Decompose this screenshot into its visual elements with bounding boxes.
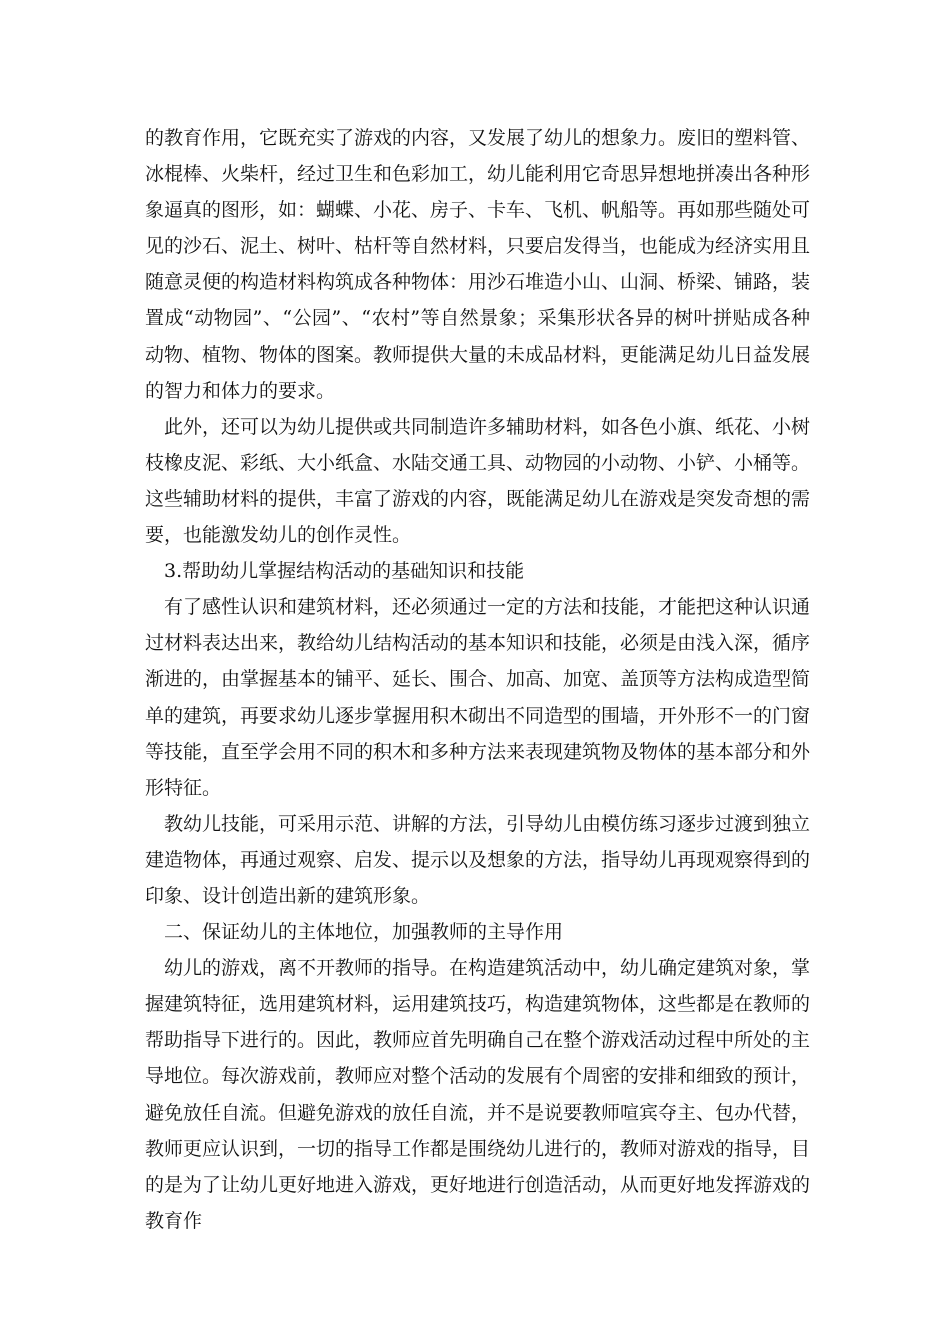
paragraph-materials-continued: 的教育作用，它既充实了游戏的内容，又发展了幼儿的想象力。废旧的塑料管、冰棍棒、火柴杆，经过卫生和色彩加工，幼儿能利用它奇思异想地拼凑出各种形象逼真的图形，如：蝴蝶、小花、房子、卡车、飞机、帆船等。再如那些随处可见的沙石、泥土、树叶、枯杆等自然材料，只要启发得当，也能成为经济实用且随意灵便的构造材料构筑成各种物体：用沙石堆造小山、山洞、桥梁、铺路，装置成“动物园”、“公园”、“农村”等自然景象；采集形状各异的树叶拼贴成各种动物、植物、物体的图案。教师提供大量的未成品材料，更能满足幼儿日益发展的智力和体力的要求。	[145, 127, 811, 402]
paragraph-building-skills: 有了感性认识和建筑材料，还必须通过一定的方法和技能，才能把这种认识通过材料表达出来，教给幼儿结构活动的基本知识和技能，必须是由浅入深，循序渐进的，由掌握基本的铺平、延长、围合、加高、加宽、盖顶等方法构成造型简单的建筑，再要求幼儿逐步掌握用积木砌出不同造型的围墙，开外形不一的门窗等技能，直至学会用不同的积木和多种方法来表现建筑物及物体的基本部分和外形特征。	[145, 596, 811, 799]
paragraph-teacher-guidance: 幼儿的游戏，离不开教师的指导。在构造建筑活动中，幼儿确定建筑对象，掌握建筑特征，选用建筑材料，运用建筑技巧，构造建筑物体，这些都是在教师的帮助指导下进行的。因此，教师应首先明确自己在整个游戏活动过程中所处的主导地位。每次游戏前，教师应对整个活动的发展有个周密的安排和细致的预计，避免放任自流。但避免游戏的放任自流，并不是说要教师喧宾夺主、包办代替，教师更应认识到，一切的指导工作都是围绕幼儿进行的，教师对游戏的指导，目的是为了让幼儿更好地进入游戏，更好地进行创造活动，从而更好地发挥游戏的教育作	[145, 957, 811, 1232]
document-body	[145, 120, 810, 1239]
paragraph-auxiliary-materials: 此外，还可以为幼儿提供或共同制造许多辅助材料，如各色小旗、纸花、小树枝橡皮泥、彩纸、大小纸盒、水陆交通工具、动物园的小动物、小铲、小桶等。这些辅助材料的提供，丰富了游戏的内容，既能满足幼儿在游戏是突发奇想的需要，也能激发幼儿的创作灵性。	[145, 415, 811, 547]
section-heading-skills: 3.帮助幼儿掌握结构活动的基础知识和技能	[164, 560, 525, 583]
section-heading-teacher-role: 二、保证幼儿的主体地位，加强教师的主导作用	[164, 921, 564, 944]
paragraph-teaching-methods: 教幼儿技能，可采用示范、讲解的方法，引导幼儿由模仿练习逐步过渡到独立建造物体，再通过观察、启发、提示以及想象的方法，指导幼儿再现观察得到的印象、设计创造出新的建筑形象。	[145, 812, 811, 907]
